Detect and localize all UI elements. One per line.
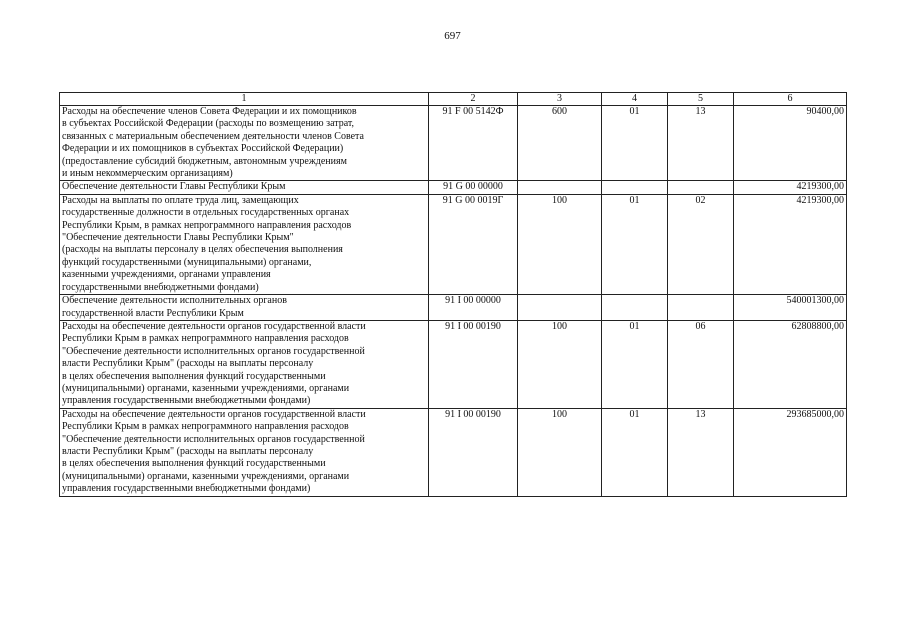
section: 01 [602,194,668,294]
expense-name: Расходы на обеспечение членов Совета Федерации и их помощников в субъектах Российской Федерации (расходы по возмещению затрат, связанных с материальным обеспечением деятельности членов Совета Федерации и их помощников в субъектах Российской Федерации) (предоставление субсидий бюджетным, автономным учреждениям и иным некоммерческим организациям) [60,106,429,181]
target-code: 91 G 00 00000 [429,181,518,194]
section [602,295,668,321]
table-row [60,194,847,294]
table-row [60,408,847,496]
table-row [60,295,847,321]
expense-name: Обеспечение деятельности исполнительных органов государственной власти Республики Крым [60,295,429,321]
expense-type: 100 [518,408,602,496]
amount: 540001300,00 [734,295,847,321]
subsection: 13 [668,106,734,181]
page-number: 697 [444,30,461,42]
expense-type [518,295,602,321]
expense-type: 600 [518,106,602,181]
target-code: 91 G 00 0019Г [429,194,518,294]
column-header-name: 1 [60,93,429,106]
subsection: 02 [668,194,734,294]
header-row [60,93,847,106]
expense-name: Обеспечение деятельности Главы Республики Крым [60,181,429,194]
expense-type: 100 [518,194,602,294]
target-code: 91 F 00 5142Ф [429,106,518,181]
column-header-code: 2 [429,93,518,106]
column-header-subsection: 5 [668,93,734,106]
budget-table [59,92,847,497]
column-header-amount: 6 [734,93,847,106]
expense-name: Расходы на обеспечение деятельности органов государственной власти Республики Крым в рамках непрограммного направления расходов "Обеспечение деятельности исполнительных органов государственной власти Республики Крым" (расходы на выплаты персоналу в целях обеспечения выполнения функций государственными (муниципальными) органами, казенными учреждениями, органами управления государственными внебюджетными фондами) [60,320,429,408]
amount: 90400,00 [734,106,847,181]
column-header-section: 4 [602,93,668,106]
amount: 4219300,00 [734,194,847,294]
expense-name: Расходы на выплаты по оплате труда лиц, замещающих государственные должности в отдельных государственных органах Республики Крым, в рамках непрограммного направления расходов "Обеспечение деятельности Главы Республики Крым" (расходы на выплаты персоналу в целях обеспечения выполнения функций государственными (муниципальными) органами, казенными учреждениями, органами управления государственными внебюджетными фондами) [60,194,429,294]
table-row [60,181,847,194]
expense-type: 100 [518,320,602,408]
table-row [60,320,847,408]
column-header-type: 3 [518,93,602,106]
target-code: 91 I 00 00190 [429,408,518,496]
target-code: 91 I 00 00190 [429,320,518,408]
section: 01 [602,408,668,496]
section: 01 [602,320,668,408]
target-code: 91 I 00 00000 [429,295,518,321]
subsection: 13 [668,408,734,496]
amount: 4219300,00 [734,181,847,194]
amount: 293685000,00 [734,408,847,496]
expense-name: Расходы на обеспечение деятельности органов государственной власти Республики Крым в рамках непрограммного направления расходов "Обеспечение деятельности исполнительных органов государственной власти Республики Крым" (расходы на выплаты персоналу в целях обеспечения выполнения функций государственными (муниципальными) органами, казенными учреждениями, органами управления государственными внебюджетными фондами) [60,408,429,496]
section [602,181,668,194]
subsection [668,295,734,321]
subsection [668,181,734,194]
amount: 62808800,00 [734,320,847,408]
subsection: 06 [668,320,734,408]
expense-type [518,181,602,194]
table-row [60,106,847,181]
section: 01 [602,106,668,181]
